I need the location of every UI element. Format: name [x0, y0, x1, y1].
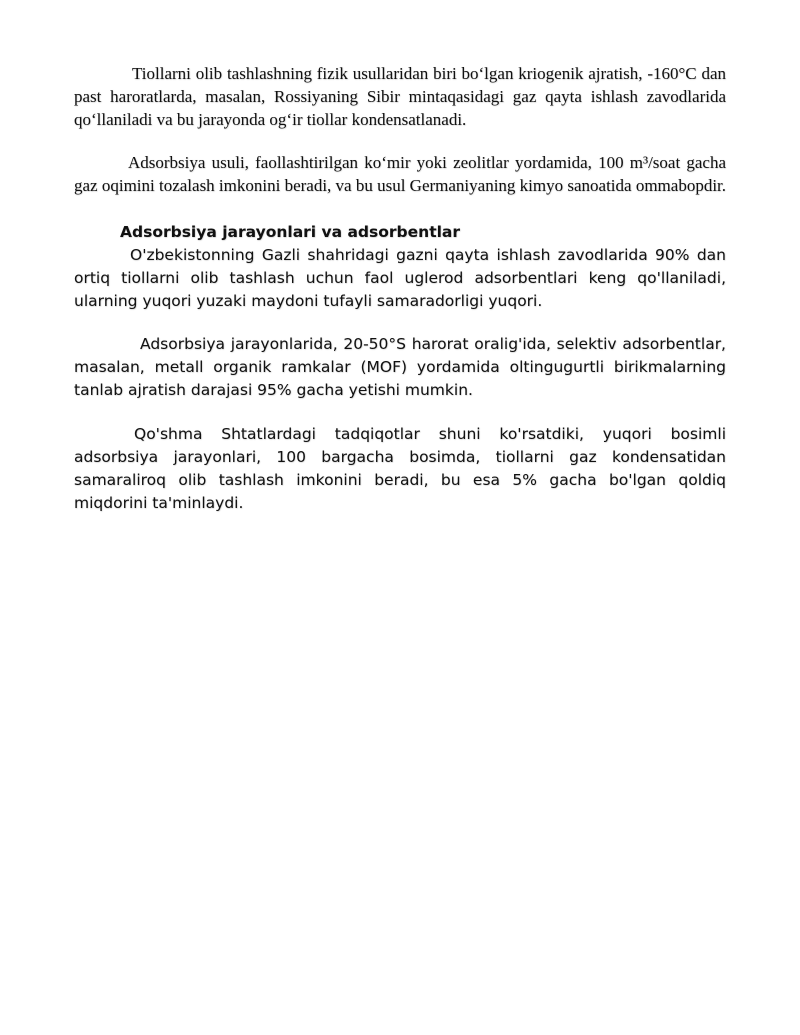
document-page: [74, 62, 726, 515]
section-heading: Adsorbsiya jarayonlari va adsorbentlar: [120, 223, 461, 241]
paragraph-adsorption-method: Adsorbsiya usuli, faollashtirilgan ko‘mir yoki zeolitlar yordamida, 100 m³/soat gacha gaz oqimini tozalash imkonini beradi, va bu usul Germaniyaning kimyo sanoatida ommabopdir.: [74, 153, 727, 195]
paragraph-usa-research: Qo'shma Shtatlardagi tadqiqotlar shuni ko'rsatdiki, yuqori bosimli adsorbsiya jarayonlari, 100 bargacha bosimda, tiollarni gaz kondensatidan samaraliroq olib tashlash imkonini beradi, bu esa 5% gacha bo'lgan qoldiq miqdorini ta'minlaydi.: [74, 425, 726, 512]
paragraph-mof: Adsorbsiya jarayonlarida, 20-50°S harorat oralig'ida, selektiv adsorbentlar, masalan, metall organik ramkalar (MOF) yordamida oltingugurtli birikmalarning tanlab ajratish darajasi 95% gacha yetishi mumkin.: [74, 335, 726, 399]
paragraph-cryogenic: Tiollarni olib tashlashning fizik usullaridan biri bo‘lgan kriogenik ajratish, -160°C dan past haroratlarda, masalan, Rossiyaning Sibir mintaqasidagi gaz qayta ishlash zavodlarida qo‘llaniladi va bu jarayonda og‘ir tiollar kondensatlanadi.: [74, 64, 726, 129]
paragraph-gazli: O'zbekistonning Gazli shahridagi gazni qayta ishlash zavodlarida 90% dan ortiq tiollarni olib tashlash uchun faol uglerod adsorbentlari keng qo'llaniladi, ularning yuqori yuzaki maydoni tufayli samaradorligi yuqori.: [74, 246, 726, 310]
